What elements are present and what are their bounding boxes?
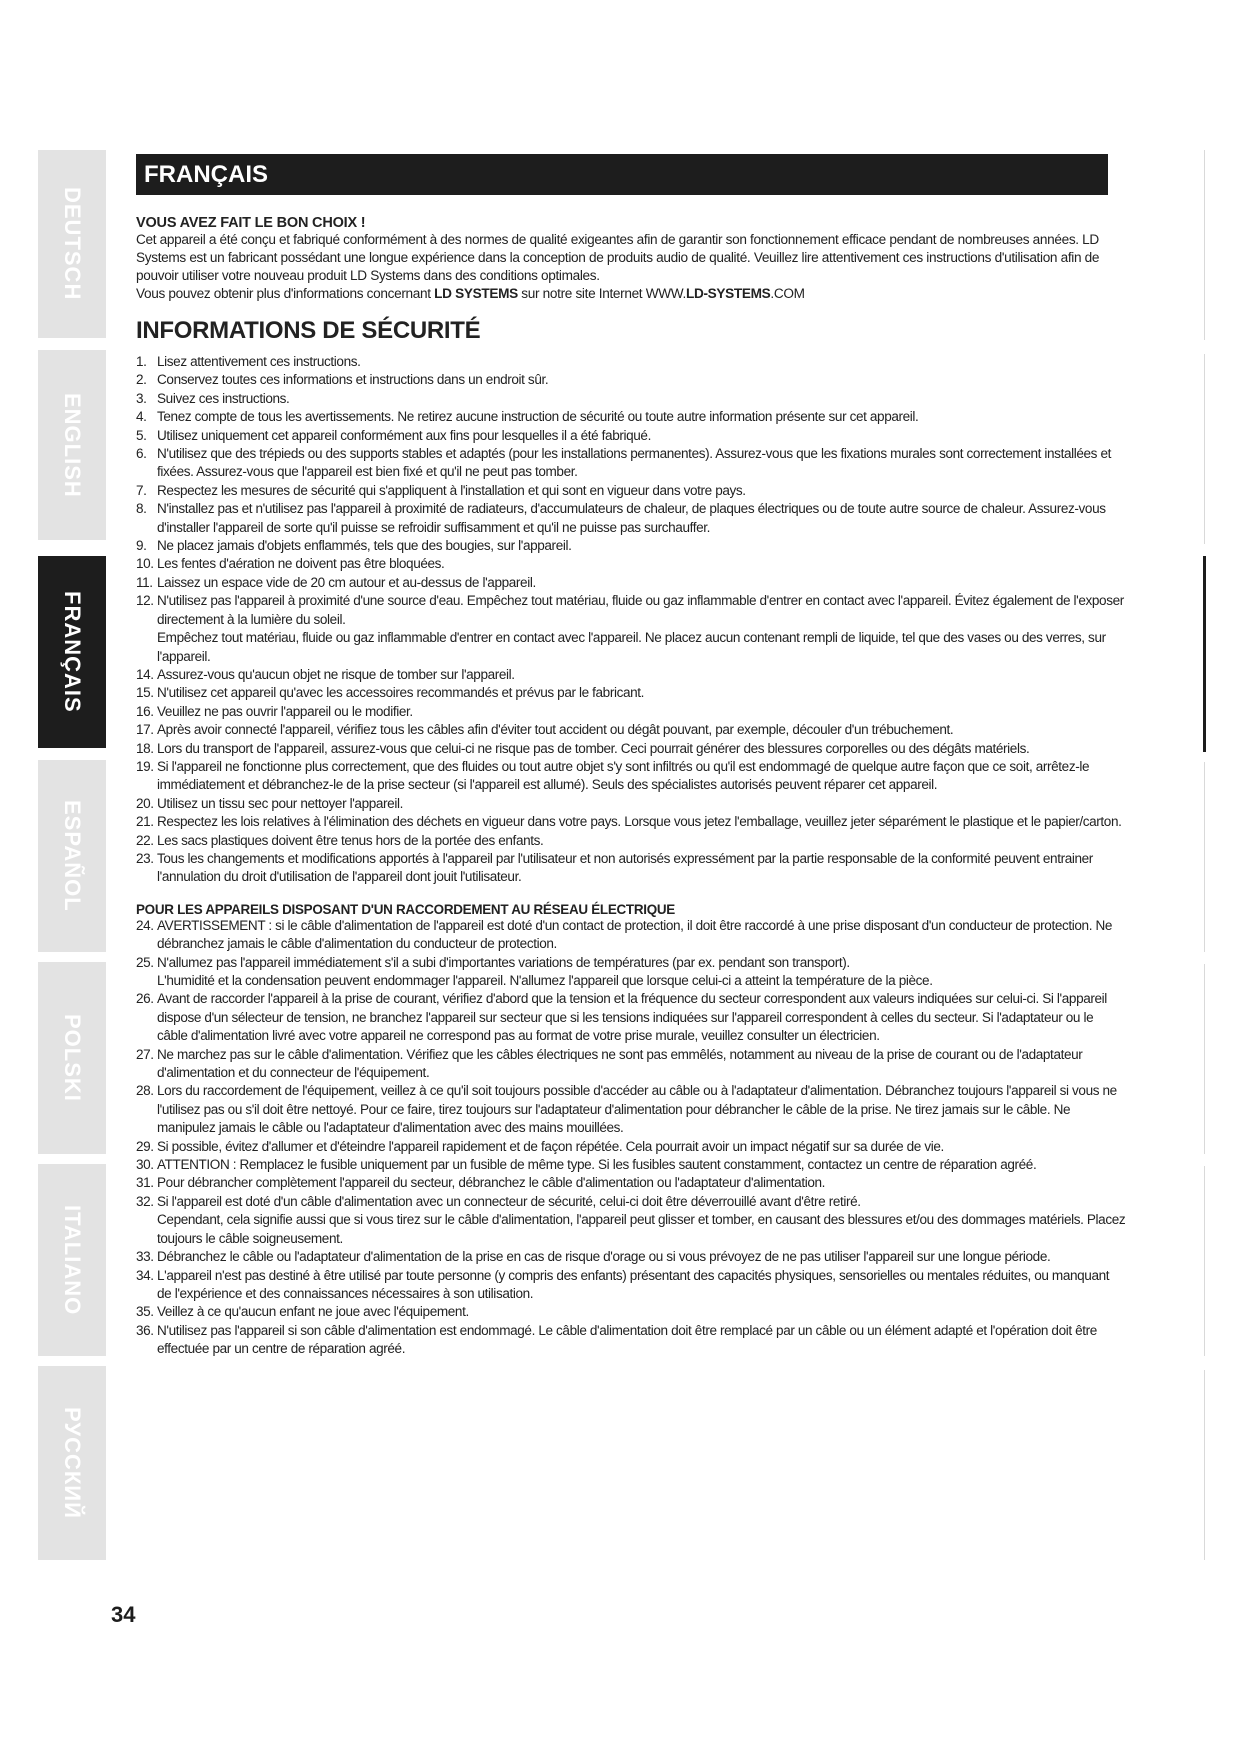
list-item: 26. Avant de raccorder l'appareil à la prise de courant, vérifiez d'abord que la tension et la fréquence du secteur correspondent aux valeurs indiquées sur celui-ci. Si l'appareil dispose d'un sélecteur de tension, ne branchez l'appareil sur secteur que si les tensions indiquées sur l'appareil correspondent à celles du secteur. Si l'adaptateur ou le câble d'alimentation livré avec votre appareil ne correspond pas au format de votre prise murale, veuillez consulter un électricien.: [136, 991, 1107, 1045]
list-item: 25. N'allumez pas l'appareil immédiatement s'il a subi d'importantes variations de températures (par ex. pendant son transport). L'humidité et la condensation peuvent endommager l'appareil. N'allumez l'appareil que lorsque celui-ci a atteint la température de la pièce.: [136, 954, 933, 989]
list-item: 30. ATTENTION : Remplacez le fusible uniquement par un fusible de même type. Si les fusibles sautent constamment, contactez un centre de réparation agréé.: [136, 1157, 1037, 1174]
tab-english[interactable]: [38, 350, 106, 540]
edge-marker: [1204, 150, 1205, 340]
intro-title: VOUS AVEZ FAIT LE BON CHOIX !: [136, 215, 366, 231]
tab-label: РУССКИЙ: [60, 1407, 85, 1519]
list-item: 23. Tous les changements et modifications apportés à l'appareil par l'utilisateur et non autorisés expressément par la partie responsable de la conformité peuvent entrainer l'annulation du droit d'utilisation de l'appareil dont jouit l'utilisateur.: [136, 850, 1093, 886]
list-item: 20. Utilisez un tissu sec pour nettoyer l'appareil.: [136, 795, 403, 812]
intro-body: Cet appareil a été conçu et fabriqué conformément à des normes de qualité exigeantes afin de garantir son fonctionnement efficace pendant de nombreuses années. LD Systems est un fabricant possédant une longue expérience dans la conception de produits audio de qualité. Veuillez lire attentivement ces instructions d'utilisation afin de pouvoir utiliser votre nouveau produit LD Systems dans des conditions optimales.: [136, 232, 1100, 284]
list-item: 9. Ne placez jamais d'objets enflammés, tels que des bougies, sur l'appareil.: [136, 538, 572, 555]
edge-marker: [1204, 762, 1205, 952]
list-item: 24. AVERTISSEMENT : si le câble d'alimentation de l'appareil est doté d'un contact de protection, il doit être raccordé à une prise disposant d'un conducteur de protection. Ne débranchez jamais le câble d'alimentation du conducteur de protection.: [136, 917, 1113, 953]
list-item: 4. Tenez compte de tous les avertissements. Ne retirez aucune instruction de sécurité ou toute autre information présente sur cet appareil.: [136, 409, 919, 426]
list-item: 1. Lisez attentivement ces instructions.: [136, 354, 361, 370]
power-section-title: POUR LES APPAREILS DISPOSANT D'UN RACCORDEMENT AU RÉSEAU ÉLECTRIQUE: [136, 900, 675, 917]
edge-marker-active: [1203, 556, 1206, 752]
list-item: 27. Ne marchez pas sur le câble d'alimentation. Vérifiez que les câbles électriques ne sont pas emmêlés, notamment au niveau de la prise de courant ou de l'adaptateur d'alimentation et du connecteur de l'équipement.: [136, 1046, 1083, 1082]
tab-label: POLSKI: [60, 1014, 85, 1102]
list-item: 14. Assurez-vous qu'aucun objet ne risque de tomber sur l'appareil.: [136, 666, 515, 683]
tab-russian[interactable]: [38, 1366, 106, 1560]
more-middle: sur notre site Internet WWW.: [517, 286, 686, 302]
site-brand: LD-SYSTEMS: [685, 286, 771, 302]
list-item: 31. Pour débrancher complètement l'appareil du secteur, débranchez le câble d'alimentation ou l'adaptateur d'alimentation.: [136, 1175, 826, 1192]
tab-italiano[interactable]: [38, 1164, 106, 1356]
list-item: 11. Laissez un espace vide de 20 cm autour et au-dessus de l'appareil.: [136, 574, 536, 591]
safety-list: [136, 353, 1124, 887]
list-item: 19. Si l'appareil ne fonctionne plus correctement, que des fluides ou tout autre objet s'y sont infiltrés ou qu'il est endommagé de quelque autre façon que ce soit, arrêtez-le immédiatement et débranchez-le de la prise secteur (si l'appareil est allumé). Seuls des spécialistes autorisés peuvent réparer cet appareil.: [136, 758, 1090, 794]
list-item: 35. Veillez à ce qu'aucun enfant ne joue avec l'équipement.: [136, 1304, 469, 1321]
language-header-title: FRANÇAIS: [144, 160, 268, 188]
list-item: 32. Si l'appareil est doté d'un câble d'alimentation avec un connecteur de sécurité, celui-ci doit être déverrouillé avant d'être retiré. Cependant, cela signifie aussi que si vous tirez sur le câble d'alimentation, l'appareil peut glisser et tomber, en causant des blessures et/ou des dommages matériels. Placez toujours le câble soigneusement.: [136, 1193, 1126, 1247]
safety-title: INFORMATIONS DE SÉCURITÉ: [136, 317, 481, 344]
tab-polski[interactable]: [38, 962, 106, 1154]
intro-more-info: [136, 285, 1106, 303]
tab-label: ESPAÑOL: [60, 800, 85, 912]
list-item: 7. Respectez les mesures de sécurité qui s'appliquent à l'installation et qui sont en vigueur dans votre pays.: [136, 482, 746, 499]
list-item: 8. N'installez pas et n'utilisez pas l'appareil à proximité de radiateurs, d'accumulateurs de chaleur, de plaques électriques ou de toute autre source de chaleur. Assurez-vous d'installer l'appareil de sorte qu'il puisse se refroidir suffisamment et qu'il ne puisse pas surchauffer.: [136, 501, 1106, 536]
list-item: 34. L'appareil n'est pas destiné à être utilisé par toute personne (y compris des enfants) présentant des capacités physiques, sensorielles ou mentales réduites, ou manquant de l'expérience et des connaissances nécessaires à son utilisation.: [136, 1267, 1110, 1302]
list-item: 22. Les sacs plastiques doivent être tenus hors de la portée des enfants.: [136, 832, 544, 849]
tab-francais[interactable]: [38, 556, 106, 748]
page-number: 34: [111, 1602, 136, 1627]
list-item: 18. Lors du transport de l'appareil, assurez-vous que celui-ci ne risque pas de tomber. Ceci pourrait générer des blessures corporelles ou des dégâts matériels.: [136, 740, 1030, 757]
tab-label: ENGLISH: [60, 392, 85, 498]
power-list: [136, 917, 1126, 1359]
edge-marker: [1204, 1166, 1205, 1356]
list-item: 10. Les fentes d'aération ne doivent pas être bloquées.: [136, 556, 445, 573]
list-item: 12. N'utilisez pas l'appareil à proximité d'une source d'eau. Empêchez tout matériau, fluide ou gaz inflammable d'entrer en contact avec l'appareil. Évitez également de l'exposer directement à la lumière du soleil. Empêchez tout matériau, fluide ou gaz inflammable d'entrer en contact avec l'appareil. Ne placez aucun contenant rempli de liquide, tel que des vases ou des verres, sur l'appareil.: [136, 593, 1124, 665]
list-item: 36. N'utilisez pas l'appareil si son câble d'alimentation est endommagé. Le câble d'alimentation doit être remplacé par un câble ou un élément adapté et l'opération doit être effectuée par un centre de réparation agréé.: [136, 1322, 1097, 1358]
list-item: 33. Débranchez le câble ou l'adaptateur d'alimentation de la prise en cas de risque d'orage ou si vous prévoyez de ne pas utiliser l'appareil sur une longue période.: [136, 1249, 1051, 1266]
list-item: 17. Après avoir connecté l'appareil, vérifiez tous les câbles afin d'éviter tout accident ou dégât pouvant, par exemple, découler d'un trébuchement.: [136, 722, 954, 739]
tab-label: ITALIANO: [60, 1204, 85, 1316]
tab-label: DEUTSCH: [60, 187, 85, 301]
edge-marker: [1204, 1370, 1205, 1560]
list-item: 28. Lors du raccordement de l'équipement, veillez à ce qu'il soit toujours possible d'accéder au câble ou à l'adaptateur d'alimentation. Débranchez toujours l'appareil si vous ne l'utilisez pas ou s'il doit être nettoyé. Pour ce faire, tirez toujours sur l'adaptateur d'alimentation pour débrancher le câble de la prise. Ne tirez jamais sur le câble. Ne manipulez jamais le câble ou l'adaptateur d'alimentation avec des mains mouillées.: [136, 1083, 1117, 1137]
more-prefix: Vous pouvez obtenir plus d'informations concernant: [136, 286, 435, 302]
brand-name: LD SYSTEMS: [434, 286, 518, 302]
language-header-bar: [136, 154, 1108, 195]
list-item: 2. Conservez toutes ces informations et instructions dans un endroit sûr.: [136, 372, 549, 389]
edge-marker: [1204, 964, 1205, 1154]
list-item: 6. N'utilisez que des trépieds ou des supports stables et adaptés (pour les installations permanentes). Assurez-vous que les fixations murales sont correctement installées et fixées. Assurez-vous que l'appareil est bien fixé et qu'il ne peut pas tomber.: [136, 446, 1111, 481]
site-suffix: .COM: [770, 286, 805, 302]
list-item: 15. N'utilisez cet appareil qu'avec les accessoires recommandés et prévus par le fabricant.: [136, 685, 645, 702]
list-item: 16. Veuillez ne pas ouvrir l'appareil ou le modifier.: [136, 703, 413, 720]
tab-label: FRANÇAIS: [60, 591, 85, 713]
tab-deutsch[interactable]: [38, 150, 106, 338]
tab-espanol[interactable]: [38, 760, 106, 952]
edge-marker: [1204, 354, 1205, 544]
page-content: [136, 154, 1126, 1359]
list-item: 5. Utilisez uniquement cet appareil conformément aux fins pour lesquelles il a été fabriqué.: [136, 427, 651, 444]
list-item: 21. Respectez les lois relatives à l'élimination des déchets en vigueur dans votre pays. Lorsque vous jetez l'emballage, veuillez jeter séparément le plastique et le papier/carton.: [136, 814, 1122, 831]
list-item: 29. Si possible, évitez d'allumer et d'éteindre l'appareil rapidement et de façon répétée. Cela pourrait avoir un impact négatif sur sa durée de vie.: [136, 1138, 944, 1155]
list-item: 3. Suivez ces instructions.: [136, 390, 290, 407]
